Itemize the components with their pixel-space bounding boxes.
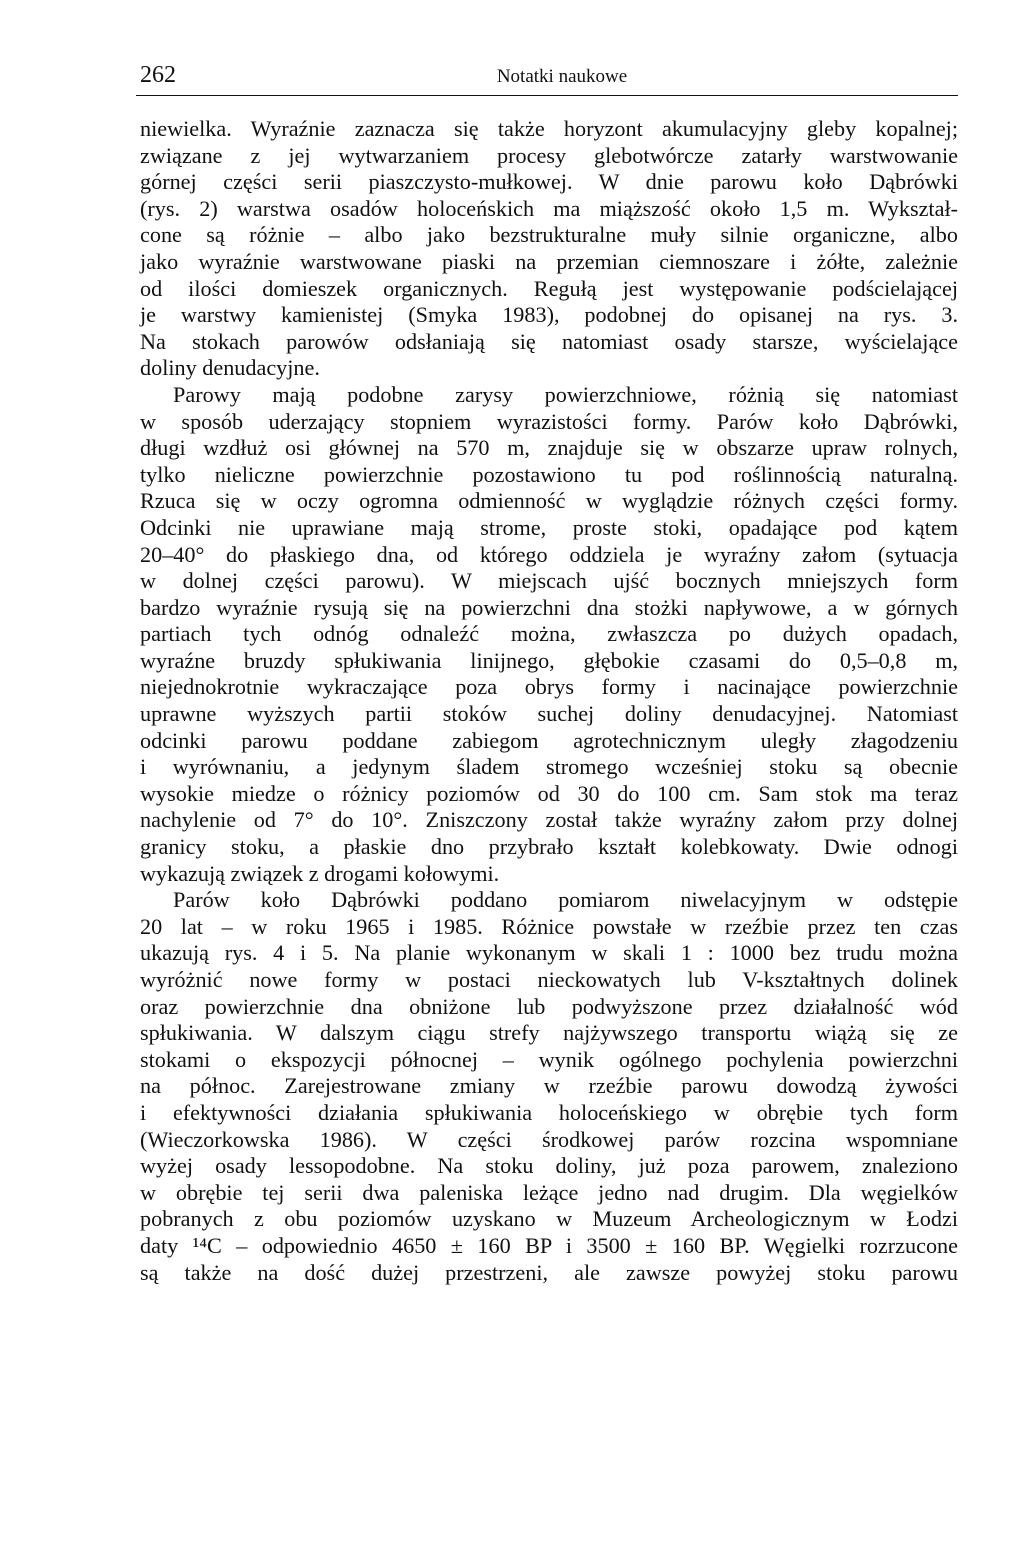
text-line: 20 lat – w roku 1965 i 1985. Różnice powstałe w rzeźbie przez ten czas bbox=[140, 913, 958, 939]
text-line: od ilości domieszek organicznych. Regułą jest występowanie podścielającej bbox=[140, 275, 958, 301]
page-number: 262 bbox=[140, 62, 176, 88]
text-line: wysokie miedze o różnicy poziomów od 30 do 100 cm. Sam stok ma teraz bbox=[140, 780, 958, 806]
text-line: na północ. Zarejestrowane zmiany w rzeźbie parowu dowodzą żywości bbox=[140, 1073, 958, 1099]
paragraph bbox=[140, 116, 958, 382]
text-line: związane z jej wytwarzaniem procesy glebotwórcze zatarły warstwowanie bbox=[140, 142, 958, 168]
text-line: i efektywności działania spłukiwania holoceńskiego w obrębie tych form bbox=[140, 1099, 958, 1125]
text-line: granicy stoku, a płaskie dno przybrało kształt kolebkowaty. Dwie odnogi bbox=[140, 834, 958, 860]
text-line: oraz powierzchnie dna obniżone lub podwyższone przez działalność wód bbox=[140, 993, 958, 1019]
text-line: Parów koło Dąbrówki poddano pomiarom niwelacyjnym w odstępie bbox=[173, 887, 958, 913]
text-line: Rzuca się w oczy ogromna odmienność w wyglądzie różnych części formy. bbox=[140, 488, 958, 514]
text-line: doliny denudacyjne. bbox=[140, 355, 320, 381]
header-rule bbox=[136, 95, 958, 96]
text-line: (rys. 2) warstwa osadów holoceńskich ma miąższość około 1,5 m. Wykształ- bbox=[140, 195, 958, 221]
text-line: górnej części serii piaszczysto-mułkowej. W dnie parowu koło Dąbrówki bbox=[140, 169, 958, 195]
text-line: w dolnej części parowu). W miejscach ujść bocznych mniejszych form bbox=[140, 568, 958, 594]
text-line: cone są różnie – albo jako bezstrukturalne muły silnie organiczne, albo bbox=[140, 222, 958, 248]
paragraph bbox=[140, 382, 958, 887]
text-line: partiach tych odnóg odnaleźć można, zwłaszcza po dużych opadach, bbox=[140, 621, 958, 647]
text-line: je warstwy kamienistej (Smyka 1983), podobnej do opisanej na rys. 3. bbox=[140, 302, 958, 328]
text-line: Parowy mają podobne zarysy powierzchniowe, różnią się natomiast bbox=[173, 381, 958, 407]
text-line: i wyrównaniu, a jedynym śladem stromego wcześniej stoku są obecnie bbox=[140, 754, 958, 780]
text-line: w sposób uderzający stopniem wyrazistości formy. Parów koło Dąbrówki, bbox=[140, 408, 958, 434]
text-line: tylko nieliczne powierzchnie pozostawiono tu pod roślinnością naturalną. bbox=[140, 461, 958, 487]
text-line: nachylenie od 7° do 10°. Zniszczony został także wyraźny załom przy dolnej bbox=[140, 807, 958, 833]
text-line: uprawne wyższych partii stoków suchej doliny denudacyjnej. Natomiast bbox=[140, 701, 958, 727]
text-line: 20–40° do płaskiego dna, od którego oddziela je wyraźny załom (sytuacja bbox=[140, 541, 958, 567]
text-line: wyróżnić nowe formy w postaci nieckowatych lub V-kształtnych dolinek bbox=[140, 967, 958, 992]
text-line: w obrębie tej serii dwa paleniska leżące jedno nad drugim. Dla węgielków bbox=[140, 1179, 958, 1205]
text-line: niewielka. Wyraźnie zaznacza się także horyzont akumulacyjny gleby kopalnej; bbox=[140, 116, 958, 141]
text-line: długi wzdłuż osi głównej na 570 m, znajduje się w obszarze upraw rolnych, bbox=[140, 435, 958, 461]
text-line: są także na dość dużej przestrzeni, ale zawsze powyżej stoku parowu bbox=[140, 1259, 958, 1285]
text-line: (Wieczorkowska 1986). W części środkowej parów rozcina wspomniane bbox=[140, 1126, 958, 1152]
text-line: stokami o ekspozycji północnej – wynik ogólnego pochylenia powierzchni bbox=[140, 1046, 958, 1072]
page-header bbox=[136, 58, 958, 94]
text-line: niejednokrotnie wykraczające poza obrys formy i nacinające powierzchnie bbox=[140, 674, 958, 700]
text-line: Na stokach parowów odsłaniają się natomiast osady starsze, wyścielające bbox=[140, 328, 958, 354]
body-text bbox=[140, 116, 958, 1286]
text-line: wykazują związek z drogami kołowymi. bbox=[140, 860, 500, 886]
text-line: pobranych z obu poziomów uzyskano w Muzeum Archeologicznym w Łodzi bbox=[140, 1206, 958, 1232]
text-line: Odcinki nie uprawiane mają strome, proste stoki, opadające pod kątem bbox=[140, 514, 958, 540]
text-line: bardzo wyraźnie rysują się na powierzchni dna stożki napływowe, a w górnych bbox=[140, 594, 958, 620]
text-line: ukazują rys. 4 i 5. Na planie wykonanym w skali 1 : 1000 bez trudu można bbox=[140, 940, 958, 966]
text-line: daty ¹⁴C – odpowiednio 4650 ± 160 BP i 3500 ± 160 BP. Węgielki rozrzucone bbox=[140, 1232, 958, 1258]
text-line: spłukiwania. W dalszym ciągu strefy najżywszego transportu wiążą się ze bbox=[140, 1020, 958, 1046]
text-line: jako wyraźnie warstwowane piaski na przemian ciemnoszare i żółte, zależnie bbox=[140, 248, 958, 274]
text-line: wyraźne bruzdy spłukiwania linijnego, głębokie czasami do 0,5–0,8 m, bbox=[140, 647, 958, 673]
text-line: wyżej osady lessopodobne. Na stoku doliny, już poza parowem, znaleziono bbox=[140, 1153, 958, 1179]
paragraph bbox=[140, 887, 958, 1286]
running-title: Notatki naukowe bbox=[496, 66, 628, 87]
text-line: odcinki parowu poddane zabiegom agrotechnicznym uległy złagodzeniu bbox=[140, 727, 958, 753]
